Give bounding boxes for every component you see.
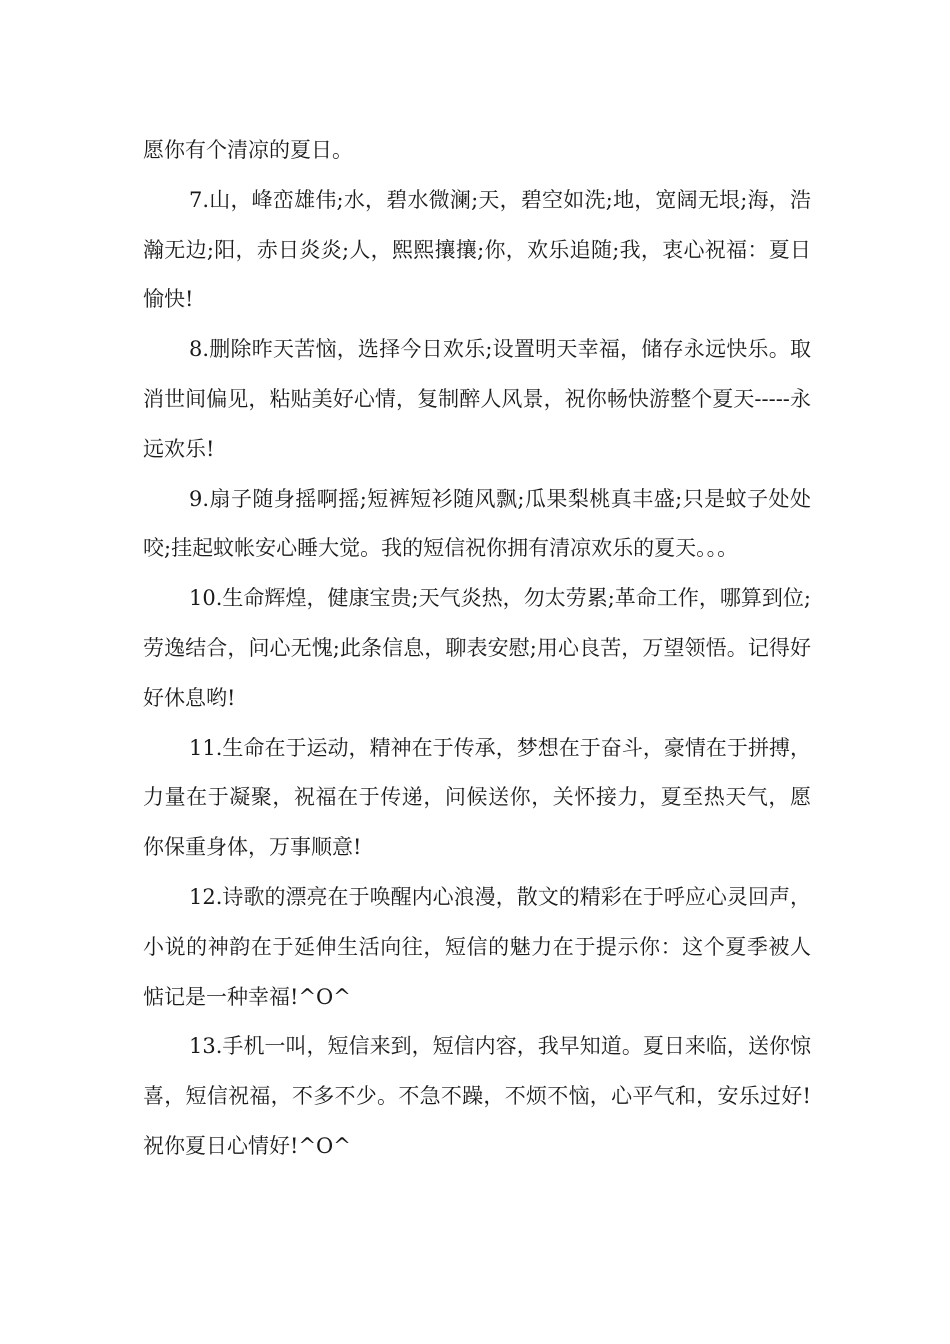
paragraph-item-7: 7.山，峰峦雄伟;水，碧水微澜;天，碧空如洗;地，宽阔无垠;海，浩瀚无边;阳，赤日炎炎;人，熙熙攘攘;你，欢乐追随;我，衷心祝福：夏日愉快! [143, 187, 811, 312]
paragraph-item-10: 10.生命辉煌，健康宝贵;天气炎热，勿太劳累;革命工作，哪算到位;劳逸结合，问心无愧;此条信息，聊表安慰;用心良苦，万望领悟。记得好好休息哟! [143, 586, 811, 710]
paragraph-item-11: 11.生命在于运动，精神在于传承，梦想在于奋斗，豪情在于拼搏，力量在于凝聚，祝福在于传递，问候送你，关怀接力，夏至热天气，愿你保重身体，万事顺意! [143, 735, 811, 860]
document-body [143, 126, 811, 1172]
paragraph-item-13: 13.手机一叫，短信来到，短信内容，我早知道。夏日来临，送你惊喜，短信祝福，不多不少。不急不躁，不烦不恼，心平气和，安乐过好!祝你夏日心情好!^O^ [143, 1034, 811, 1158]
paragraph-item-8: 8.删除昨天苦恼，选择今日欢乐;设置明天幸福，储存永远快乐。取消世间偏见，粘贴美好心情，复制醉人风景，祝你畅快游整个夏天-----永远欢乐! [143, 337, 811, 461]
paragraph: 愿你有个清凉的夏日。 [143, 138, 353, 162]
paragraph-item-12: 12.诗歌的漂亮在于唤醒内心浪漫，散文的精彩在于呼应心灵回声，小说的神韵在于延伸生活向往，短信的魅力在于提示你：这个夏季被人惦记是一种幸福!^O^ [143, 884, 811, 1009]
paragraph-item-9: 9.扇子随身摇啊摇;短裤短衫随风飘;瓜果梨桃真丰盛;只是蚊子处处咬;挂起蚊帐安心睡大觉。我的短信祝你拥有清凉欢乐的夏天。。。 [143, 486, 811, 561]
